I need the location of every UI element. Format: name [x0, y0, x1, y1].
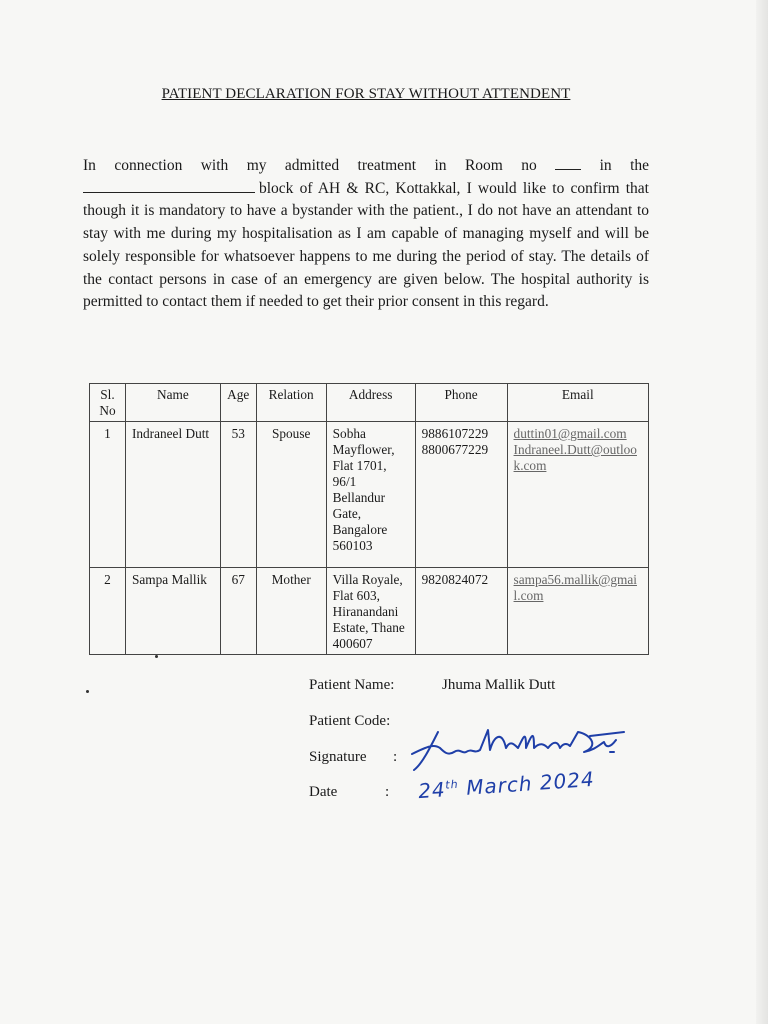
cell-name: Indraneel Dutt — [125, 422, 220, 568]
stray-dot — [86, 690, 89, 693]
address-line: Estate, Thane — [332, 620, 405, 635]
cell-relation: Spouse — [256, 422, 326, 568]
para-part-1: In connection with my admitted treatment in Room no — [83, 157, 537, 174]
col-header-sl: Sl. No — [90, 384, 126, 422]
document-title: PATIENT DECLARATION FOR STAY WITHOUT ATTENDENT — [161, 86, 571, 102]
address-line: 96/1 — [332, 474, 357, 489]
date-label: Date — [309, 784, 338, 800]
cell-name: Sampa Mallik — [125, 568, 220, 655]
signature-colon: : — [393, 749, 398, 765]
date-day: 24 — [417, 777, 447, 804]
patient-code-label: Patient Code: — [309, 713, 391, 729]
phone-number: 9820824072 — [421, 572, 489, 587]
address-line: Flat 1701, — [332, 458, 387, 473]
email-link[interactable]: sampa56.mallik@gmail.com — [513, 572, 637, 603]
cell-phone — [415, 422, 507, 568]
address-line: Bangalore — [332, 522, 388, 537]
page-edge — [756, 0, 768, 1024]
room-number-blank — [555, 157, 581, 170]
col-header-email: Email — [507, 384, 648, 422]
email-link[interactable]: Indraneel.Dutt@outlook.com — [513, 442, 637, 473]
signature-label: Signature — [309, 749, 367, 765]
declaration-paragraph — [83, 155, 649, 314]
address-line: Sobha — [332, 426, 366, 441]
phone-number: 9886107229 — [421, 426, 489, 441]
col-header-address: Address — [326, 384, 415, 422]
address-line: Flat 603, — [332, 588, 380, 603]
table-row — [90, 568, 649, 655]
cell-email — [507, 568, 648, 655]
stray-dot — [155, 655, 158, 658]
col-header-relation: Relation — [256, 384, 326, 422]
cell-age: 53 — [220, 422, 256, 568]
para-part-2: in the — [599, 157, 650, 174]
block-name-blank — [83, 180, 255, 193]
address-line: 560103 — [332, 538, 373, 553]
phone-number: 8800677229 — [421, 442, 489, 457]
address-line: Hiranandani — [332, 604, 399, 619]
table-header-row — [90, 384, 649, 422]
patient-name-value: Jhuma Mallik Dutt — [442, 677, 556, 693]
table-row — [90, 422, 649, 568]
address-line: Villa Royale, — [332, 572, 403, 587]
date-month-year: March 2024 — [465, 766, 596, 800]
email-link[interactable]: duttin01@gmail.com — [513, 426, 627, 441]
cell-address — [326, 422, 415, 568]
cell-address — [326, 568, 415, 655]
col-header-name: Name — [125, 384, 220, 422]
cell-sl: 1 — [90, 422, 126, 568]
patient-name-label: Patient Name: — [309, 677, 395, 693]
cell-phone — [415, 568, 507, 655]
date-suffix: th — [444, 777, 460, 792]
emergency-contacts-table — [89, 383, 649, 655]
date-colon: : — [385, 784, 390, 800]
cell-email — [507, 422, 648, 568]
handwritten-signature — [410, 726, 630, 776]
col-header-age: Age — [220, 384, 256, 422]
address-line: Gate, — [332, 506, 362, 521]
address-line: Bellandur — [332, 490, 386, 505]
col-header-phone: Phone — [415, 384, 507, 422]
para-part-3: block of AH & RC, Kottakkal, I would like to confirm that though it is mandatory to have a bystander with the patient., I do not have an attendant to stay with me during my hospitalisation as I am capable of managing myself and will be solely responsible for whatsoever happens to me during the period of stay. The details of the contact persons in case of an emergency are given below. The hospital authority is permitted to contact them if needed to get their prior consent in this regard. — [83, 179, 649, 311]
cell-relation: Mother — [256, 568, 326, 655]
cell-age: 67 — [220, 568, 256, 655]
address-line: 400607 — [332, 636, 373, 651]
cell-sl: 2 — [90, 568, 126, 655]
address-line: Mayflower, — [332, 442, 395, 457]
